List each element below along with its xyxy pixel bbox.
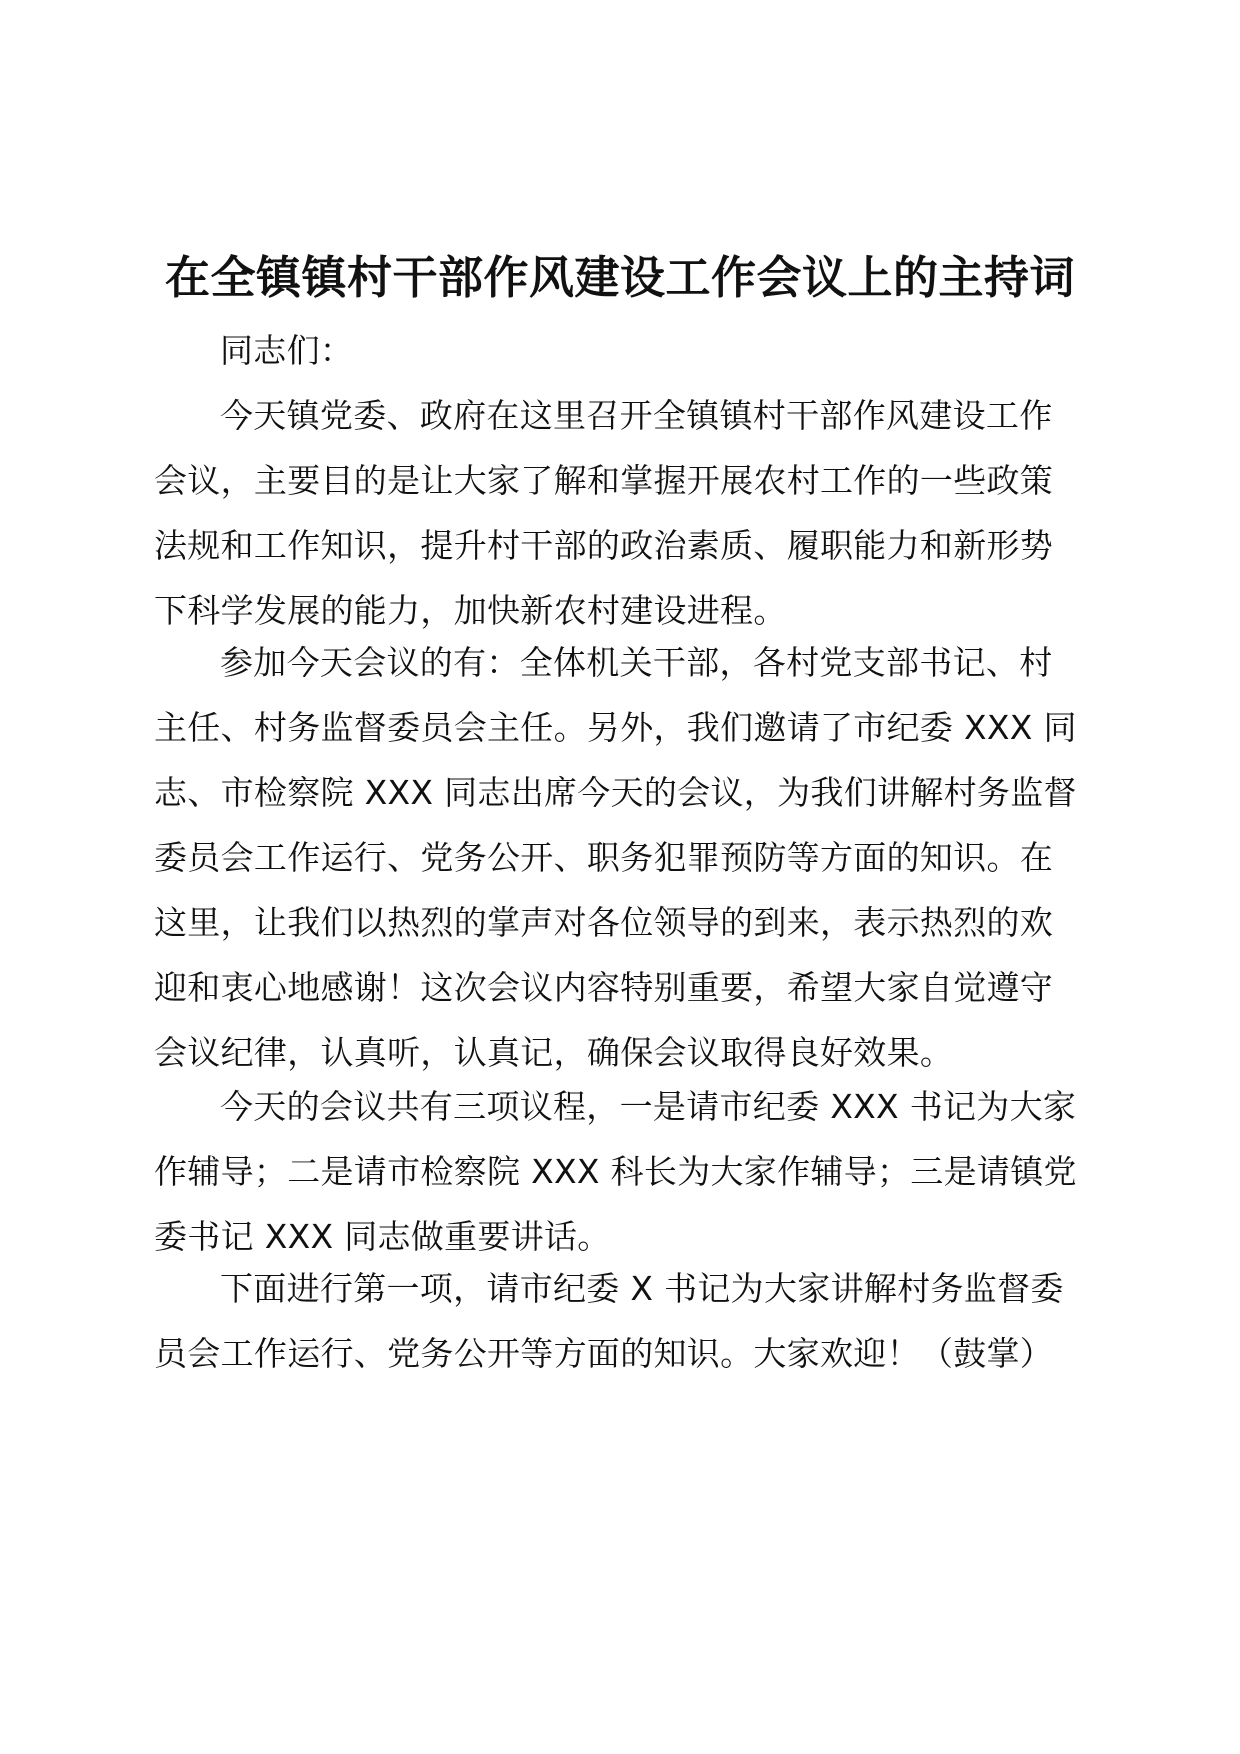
document-title: 在全镇镇村干部作风建设工作会议上的主持词	[164, 251, 1075, 304]
paragraph-line: 委员会工作运行、党务公开、职务犯罪预防等方面的知识。在	[154, 838, 1054, 877]
paragraph-line: 迎和衷心地感谢！这次会议内容特别重要，希望大家自觉遵守	[154, 968, 1054, 1007]
paragraph-line: 下科学发展的能力，加快新农村建设进程。	[154, 591, 787, 630]
paragraph-line: 这里，让我们以热烈的掌声对各位领导的到来，表示热烈的欢	[154, 903, 1054, 942]
salutation-line: 同志们：	[220, 331, 354, 370]
paragraph-line: 参加今天会议的有：全体机关干部，各村党支部书记、村	[220, 643, 1053, 682]
paragraph-4	[154, 1256, 1094, 1386]
paragraph-line: 志、市检察院 XXX 同志出席今天的会议，为我们讲解村务监督	[154, 773, 1077, 812]
paragraph-line: 下面进行第一项，请市纪委 X 书记为大家讲解村务监督委	[220, 1269, 1064, 1308]
paragraph-line: 法规和工作知识，提升村干部的政治素质、履职能力和新形势	[154, 526, 1054, 565]
paragraph-3	[154, 1074, 1094, 1269]
paragraph-2	[154, 630, 1094, 1085]
salutation	[154, 318, 1094, 383]
paragraph-line: 作辅导；二是请市检察院 XXX 科长为大家作辅导；三是请镇党	[154, 1152, 1077, 1191]
paragraph-line: 主任、村务监督委员会主任。另外，我们邀请了市纪委 XXX 同	[154, 708, 1077, 747]
paragraph-line: 今天的会议共有三项议程，一是请市纪委 XXX 书记为大家	[220, 1087, 1077, 1126]
paragraph-line: 会议纪律，认真听，认真记，确保会议取得良好效果。	[154, 1033, 954, 1072]
paragraph-1	[154, 383, 1094, 643]
paragraph-line: 委书记 XXX 同志做重要讲话。	[154, 1217, 611, 1256]
paragraph-line: 会议，主要目的是让大家了解和掌握开展农村工作的一些政策	[154, 461, 1054, 500]
paragraph-line: 员会工作运行、党务公开等方面的知识。大家欢迎！（鼓掌）	[154, 1334, 1054, 1373]
paragraph-line: 今天镇党委、政府在这里召开全镇镇村干部作风建设工作	[220, 396, 1053, 435]
